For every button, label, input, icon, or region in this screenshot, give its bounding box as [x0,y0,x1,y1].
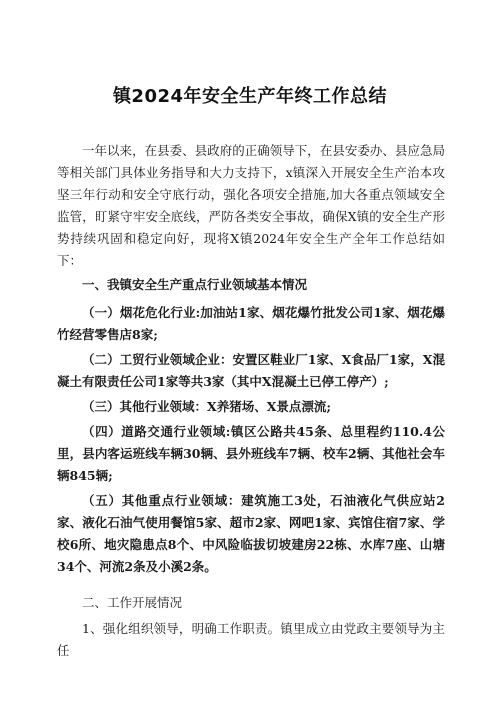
work-paragraph-1: 1、强化组织领导，明确工作职责。镇里成立由党政主要领导为主任 [57,621,445,658]
subsection-paragraph-1: （一）烟花危化行业:加油站1家、烟花爆竹批发公司1家、烟花爆竹经营零售店8家; [57,305,445,342]
subsection-paragraph-3: （三）其他行业领域：X养猪场、X景点漂流; [82,399,332,414]
section-heading-1: 一、我镇安全生产重点行业领域基本情况 [82,277,308,292]
document-body [57,140,445,662]
subsection-paragraph-5: （五）其他重点行业领域：建筑施工3处，石油液化气供应站2家、液化石油气使用餐馆5家、超市2家、网吧1家、宾馆住宿7家、学校6所、地灾隐患点8个、中风险临拔切坡建房22栋、水库7座、山塘34个、河流2条及小溪2条。 [57,493,445,574]
intro-paragraph: 一年以来，在县委、县政府的正确领导下，在县安委办、县应急局等相关部门具体业务指导和大力支持下，x镇深入开展安全生产治本攻坚三年行动和安全守底行动，强化各项安全措施,加大各重点领域安全监管，盯紧守牢安全底线，严防各类安全事故，确保X镇的安全生产形势持续巩固和稳定向好，现将X镇2024年安全生产全年工作总结如下： [57,143,445,268]
subsection-paragraph-4: （四）道路交通行业领域:镇区公路共45条、总里程约110.4公里，县内客运班线车辆30辆、县外班线车7辆、校车2辆、其他社会车辆845辆; [57,424,445,483]
section-heading-2: 二、工作开展情况 [82,595,183,610]
document-title: 镇2024年安全生产年终工作总结 [112,86,388,107]
subsection-paragraph-2: （二）工贸行业领域企业：安置区鞋业厂1家、X食品厂1家，X混凝土有限责任公司1家等共3家（其中X混凝土已停工停产）; [57,352,445,389]
